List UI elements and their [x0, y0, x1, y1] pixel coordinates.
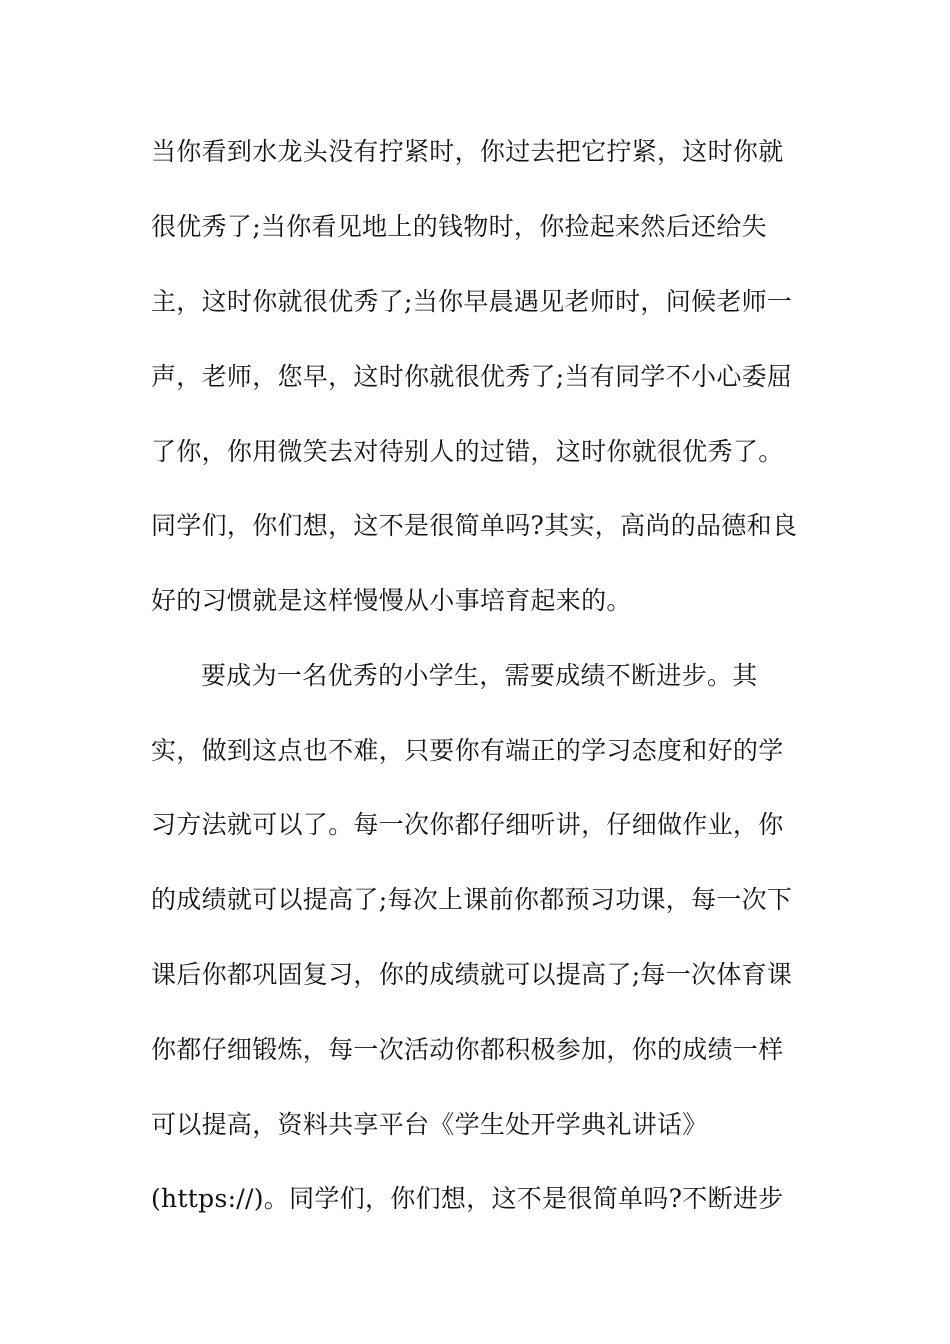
text-line: 习方法就可以了。每一次你都仔细听讲，仔细做作业，你 — [151, 810, 784, 839]
text-line: 你都仔细锻炼，每一次活动你都积极参加，你的成绩一样 — [151, 1035, 784, 1064]
text-line: 的成绩就可以提高了;每次上课前你都预习功课，每一次下 — [151, 885, 793, 914]
text-line: 当你看到水龙头没有拧紧时，你过去把它拧紧，这时你就 — [151, 137, 784, 166]
text-line: 了你，你用微笑去对待别人的过错，这时你就很优秀了。 — [151, 437, 784, 466]
text-line: 实，做到这点也不难，只要你有端正的学习态度和好的学 — [151, 736, 784, 765]
text-line: 同学们，你们想，这不是很简单吗?其实，高尚的品德和良 — [151, 511, 798, 540]
text-line: 主，这时你就很优秀了;当你早晨遇见老师时，问候老师一 — [151, 287, 793, 316]
text-line: 很优秀了;当你看见地上的钱物时，你捡起来然后还给失 — [151, 212, 767, 241]
paragraph-first-line: 要成为一名优秀的小学生，需要成绩不断进步。其 — [201, 661, 758, 690]
text-line: 课后你都巩固复习，你的成绩就可以提高了;每一次体育课 — [151, 960, 793, 989]
text-line: 好的习惯就是这样慢慢从小事培育起来的。 — [151, 586, 632, 615]
text-line: (https://)。同学们，你们想，这不是很简单吗?不断进步 — [151, 1184, 784, 1213]
text-line: 声，老师，您早，这时你就很优秀了;当有同学不小心委屈 — [151, 362, 793, 391]
text-line: 可以提高，资料共享平台《学生处开学典礼讲话》 — [151, 1110, 708, 1139]
